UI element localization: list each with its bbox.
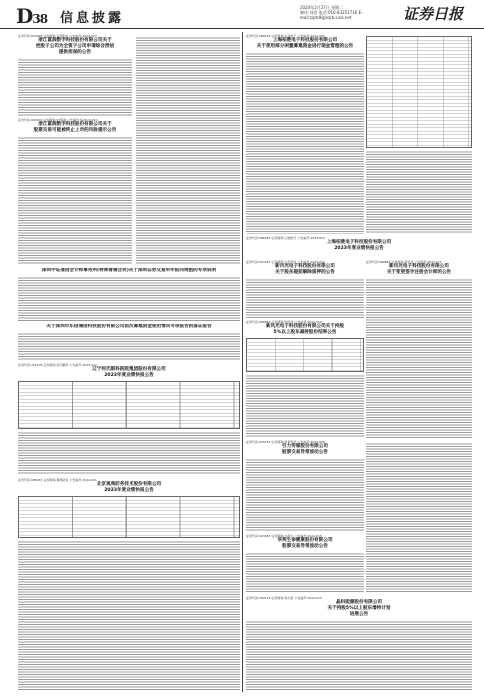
article: 关于深圳市乐信通信科技股份有限公司前次募集资金使用情况专项报告的鉴证报告	[18, 324, 240, 360]
article: 证券代码:603687 证券简称:大胜达 公告编号:2024-015 华邦生命健康股份有限公司 股票交易异常波动公告	[246, 534, 364, 592]
article: 证券代码:688287 证券简称:观典防务 公告编号:2024-011 北京观典防务技术股份有限公司 2023年度业绩快报公告	[18, 478, 240, 690]
header-info: 2024年2月27日 星期二 制作:刘蓓 电话:010-83251716 E-mail:zqrb9@zqrb.sina.net	[300, 5, 363, 20]
article: 证券代码:300116 证券简称:保力新 公告编号:2024-013 晶科能源股份有限公司 关于持股5%以上股东增持计划 进展公告	[246, 596, 472, 690]
article: 证券代码:600753 证券简称:庚星股份 公告编号:2024-008 引力传媒股份有限公司 股票交易异常波动公告	[246, 440, 364, 532]
article: 证券代码:688663 证券简称:新风光 公告编号:2024-010 新风光电子科技股份有限公司关于持股 5%以上股东减持股份结果公告	[246, 320, 364, 438]
article: 证券代码:688183 证券简称:生益电子 公告编号:2024-009 上海柏楚电子科技股份有限公司 关于使用部分闲置募集资金进行现金管理的公告	[246, 34, 364, 234]
article-continued	[366, 440, 472, 592]
article: 证券代码:603015 证券简称:弘讯科技 公告编号:2024-006 新风光电子科技股份有限公司 关于股东提前解除质押的公告	[246, 260, 364, 318]
section-title: 信息披露	[60, 11, 125, 26]
article: 深圳中证准信会计师事务所(特殊普通合伙)关于深圳证券交易所年报问询函的专项说明	[18, 268, 240, 322]
article: 证券代码:301103 证券简称:何氏眼科 公告编号:2024-012 辽宁何氏眼科医院集团股份有限公司 2023年度业绩快报公告	[18, 363, 240, 475]
newspaper-logo: 证券日报	[403, 5, 464, 23]
article: 证券代码:603929 证券简称:亚翔集成 公告编号:2024-007 浙江富润数字科技股份有限公司关于 控股子公司为全资子公司申请综合授信 提供担保的公告	[18, 34, 132, 116]
article-continued	[366, 34, 472, 234]
column-divider	[242, 32, 243, 692]
article: 证券代码:600070 证券简称:ST富润 公告编号:临2024-010 浙江富润数字科技股份有限公司关于 股票交易可能被终止上市的风险提示公告	[18, 118, 132, 264]
article: 证券代码:688016 证券简称:心脉医疗 公告编号:2024-014 上海柏楚电子科技股份有限公司 2023年度业绩快报公告	[246, 236, 392, 251]
page-header	[0, 0, 484, 29]
article-continued	[136, 34, 240, 264]
article: 证券代码:688663 证券简称:新风光 公告编号:2024-011 新风光电子科技股份有限公司 关于变更签字注册会计师的公告	[366, 260, 472, 438]
page-number: D38	[16, 4, 48, 28]
